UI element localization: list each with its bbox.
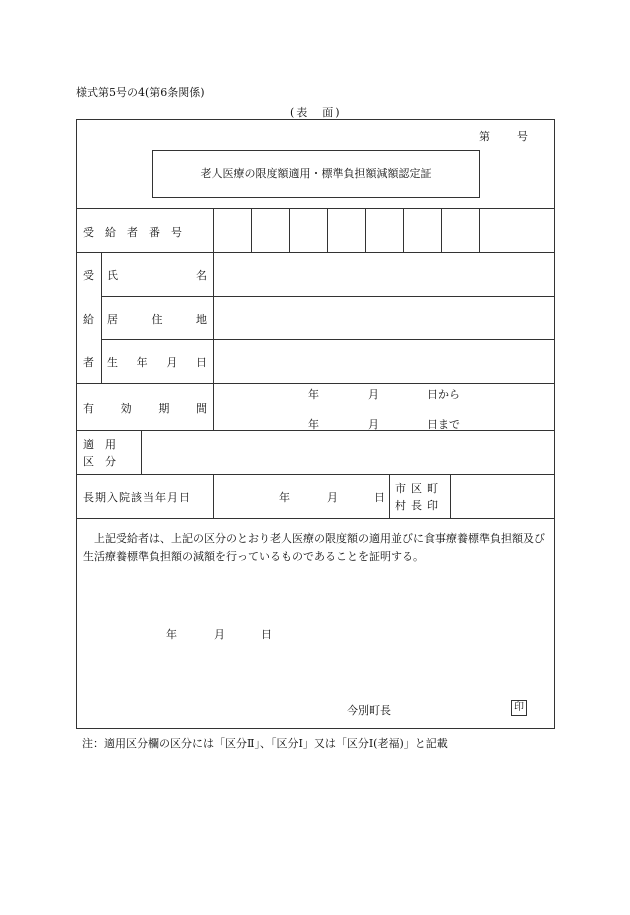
title-box (152, 150, 480, 198)
certification-text: 上記受給者は、上記の区分のとおり老人医療の限度額の適用並びに食事療養標準負担額及び生活療養標準負担額の減額を行っているものであることを証明する。 (83, 532, 545, 563)
mayor-seal-label-1: 市区町 (395, 482, 443, 495)
recipient-number-label: 受 給 者 番 号 (83, 226, 182, 239)
validity-to-year: 年 (308, 418, 319, 431)
footnote: 注：適用区分欄の区分には「区分Ⅱ」、「区分Ⅰ」又は「区分Ⅰ(老福)」と記載 (82, 737, 448, 750)
long-term-year: 年 (279, 491, 290, 504)
form-number: 様式第5号の4(第6条関係) (76, 86, 205, 99)
issue-year: 年 (166, 628, 177, 641)
number-dai: 第 (479, 130, 490, 143)
issue-day: 日 (261, 628, 272, 641)
validity-to-day: 日まで (427, 418, 460, 431)
seal-icon: 印 (511, 700, 527, 716)
validity-to-month: 月 (368, 418, 379, 431)
mayor-seal-label-2: 村長印 (395, 499, 443, 512)
long-term-day: 日 (374, 491, 385, 504)
validity-from-month: 月 (368, 388, 379, 401)
recipient-char-3: 者 (83, 356, 94, 369)
side-label: (表 面) (290, 106, 342, 119)
long-term-label: 長期入院該当年月日 (83, 491, 191, 504)
long-term-month: 月 (327, 491, 338, 504)
recipient-char-1: 受 (83, 269, 94, 282)
category-label-1: 適 用 (83, 438, 116, 451)
validity-from-day: 日から (427, 388, 460, 401)
number-go: 号 (517, 130, 528, 143)
validity-from-year: 年 (308, 388, 319, 401)
issue-month: 月 (214, 628, 225, 641)
validity-label: 有 効 期 間 (83, 402, 207, 415)
certificate-frame (76, 119, 555, 729)
certificate-title: 老人医療の限度額適用・標準負担額減額認定証 (200, 167, 432, 180)
name-label: 氏 名 (107, 269, 207, 282)
issuer: 今別町長 (347, 704, 391, 717)
recipient-char-2: 給 (83, 313, 94, 326)
address-label: 居 住 地 (107, 313, 207, 326)
category-label-2: 区 分 (83, 455, 116, 468)
birthdate-label: 生 年 月 日 (107, 356, 207, 369)
